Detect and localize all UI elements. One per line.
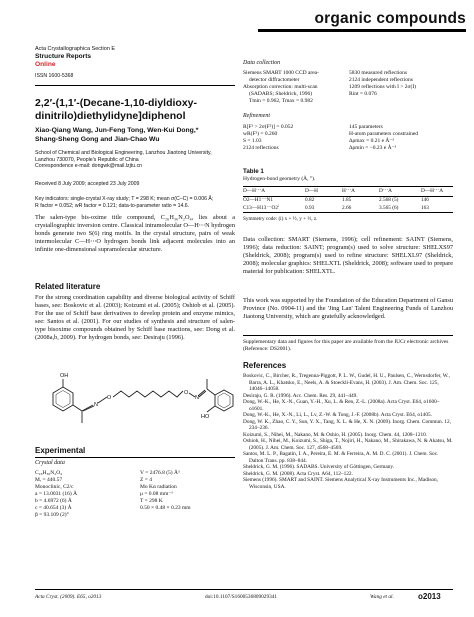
reference-item: Sheldrick, G. M. (2008). Acta Cryst. A64, 112–122. — [243, 470, 353, 477]
reference-item: Dong, W.-K., He, X.-N., Li, L., Lv, Z.-W. & Tong, J.-F. (2008b). Acta Cryst. E64, o1405. — [243, 412, 432, 418]
reference-item: Boskovic, C., Bircher, R., Tregenna-Piggott, P. L. W., Gudel, H. U., Paulsen, C., Wernsdorfer, W., Barra, A. L., Khatsko, E., Neels, A. & Stoeckli-Evans, H. (2003). J. Am. Chem. Soc. 125, 14046–14058. — [243, 373, 450, 392]
collection-item: Absorption correction: multi-scan — [243, 84, 318, 90]
article-title — [35, 97, 235, 122]
left-rule — [35, 85, 235, 86]
table-cell: 2.66 — [342, 205, 352, 212]
refinement-right — [349, 124, 453, 152]
refinement-left — [243, 124, 348, 152]
collection-item: Siemens SMART 1000 CCD area- — [243, 70, 319, 76]
reference-item: Dong, W.-K., He, X.-N., Guan, Y.-H., Xu, L. & Ren, Z.-L. (2008a). Acta Cryst. E64, o1600–o1601. — [243, 399, 440, 412]
crystal-data-item: Mo Kα radiation — [140, 484, 177, 490]
experimental-rule — [35, 457, 235, 458]
supplementary-note: Supplementary data and figures for this paper are available from the IUCr electronic archives (Reference: DS2001). — [243, 339, 449, 352]
report-type: Structure Reports — [35, 53, 92, 60]
crystal-data-heading: Crystal data — [35, 460, 65, 466]
hbond-table-grid — [243, 186, 453, 213]
atom-label-oh-left: OH — [60, 373, 69, 379]
refinement-item: 145 parameters — [349, 124, 383, 130]
collection-item: Rint = 0.076 — [349, 91, 377, 97]
table-caption: Hydrogen-bond geometry (Å, °). — [243, 176, 316, 182]
table-cell: 163 — [421, 205, 429, 212]
reference-item: Oshiob, H., Nihei, M., Koizumi, S., Shiga, T., Nojiri, H., Nakano, M., Shirakawa, N. & Akatsu, M. (2005). J. Am. Chem. Soc. 127, 4568–4569. — [243, 438, 453, 451]
table-cell: 0.93 — [305, 205, 315, 212]
related-literature-text: For the strong coordination capability and diverse biological activity of Schiff bases, see: Boskovic et al. (2003); Koizumi et al. (2005); Oshiob et al. (2005). For the use of Schiff base derivatives to develop protein and enzyme mimics, see: Santos et al. (2001). For our studies of synthesis and structure of salen-type bisoxime compounds obtained by Schiff base reactions, see: Dong et al. (2008a,b, 2009). For hydrogen bonds, see: Desiraju (1996). — [35, 294, 235, 342]
title-line: dinitrilo)diethylidyne]diphenol — [35, 109, 186, 122]
footer-rule — [35, 589, 453, 590]
supp-rule — [243, 335, 453, 336]
crystal-data-item: C₂₆H₃₆N₂O₄ — [35, 470, 63, 476]
table-header-cell: H⋯A — [342, 188, 355, 194]
table-row — [243, 196, 453, 204]
acknowledgement: This work was supported by the Foundation of the Education Department of Gansu Province (No. 0904-11) and the 'Jing Lan' Talent Engineering Funds of Lanzhou Jiaotong University, which are gratefully acknowledged. — [243, 297, 453, 321]
table-cell: 0.82 — [305, 197, 315, 204]
footer-doi[interactable]: doi:10.1107/S1600536809029341 — [205, 594, 278, 600]
author-line: Xiao-Qiang Wang, Jun-Feng Tong, Wen-Kui Dong,* — [35, 127, 199, 134]
table-cell: 3.565 (6) — [379, 205, 399, 212]
atom-label-n-right: N — [195, 395, 199, 401]
key-indicators — [35, 196, 235, 209]
reference-item: Desiraju, G. R. (1996). Acc. Chem. Res. 29, 441–449. — [243, 392, 358, 399]
affiliation-line: School of Chemical and Biological Engineering, Lanzhou Jiaotong University, — [35, 150, 212, 156]
table-cell: 2.568 (5) — [379, 197, 399, 204]
refinement-item: Δρmax = 0.21 e Å⁻³ — [349, 138, 394, 144]
crystal-data-item: Z = 4 — [140, 477, 152, 483]
collection-item: 5830 measured reflections — [349, 70, 408, 76]
atom-label-o-left: O — [107, 395, 112, 401]
symmetry-code: Symmetry code: (i) x + ½, y + ½, z. — [243, 216, 318, 222]
data-collection-left — [243, 70, 353, 105]
author-line: Shang-Sheng Gong and Jian-Chao Wu — [35, 135, 160, 143]
table-header-cell: D⋯A — [379, 188, 392, 194]
collection-item: detector diffractometer — [249, 77, 300, 83]
refinement-item: Δρmin = −0.23 e Å⁻³ — [349, 145, 397, 151]
data-collection-heading: Data collection — [243, 60, 281, 66]
reference-item: Siemens (1996). SMART and SAINT. Siemens Analytical X-ray Instruments Inc., Madison, Wisconsin, USA. — [243, 477, 439, 490]
crystal-data-item: a = 13.0031 (16) Å — [35, 491, 78, 497]
abstract: The salen-type bis-oxime title compound, C₂₆H₃₆N₂O₄, lies about a crystallographic inversion centre. Classical intramolecular O—H⋯N hydrogen bonds generate two S(6) ring motifs. In the crystal structure, pairs of weak intermolecular C—H⋯O hydrogen bonds link adjacent molecules into an infinite one-dimensional supramolecular structure. — [35, 214, 235, 254]
atom-label-n-left: N — [94, 402, 98, 408]
table-header-cell: D—H⋯A — [243, 188, 266, 194]
table-header-cell: D—H — [305, 188, 318, 194]
atom-label-ho-right: HO — [201, 414, 210, 420]
references-heading: References — [243, 361, 287, 370]
reference-item: Koizumi, S., Nihei, M., Nakano, M. & Oshio, H. (2005). Inorg. Chem. 44, 1208–1210. — [243, 431, 428, 438]
reference-item: Santos, M. L. P., Bagatin, I. A., Pereira, E. M. & Ferreira, A. M. D. C. (2001). J. Chem. Soc. Dalton Trans. pp. 838–844. — [243, 451, 439, 464]
collection-item: 1209 reflections with I > 2σ(I) — [349, 84, 417, 90]
issn: ISSN 1600-5368 — [35, 73, 74, 79]
refinement-item: wR(F²) = 0.260 — [243, 131, 278, 137]
crystal-data-item: V = 2476.8 (5) Å³ — [140, 470, 180, 476]
table-row — [243, 205, 453, 213]
footer-authors: Wang et al. — [370, 594, 394, 600]
crystal-data-item: Mᵣ = 440.57 — [35, 477, 63, 483]
crystal-data-item: μ = 0.08 mm⁻¹ — [140, 491, 173, 497]
hbond-table — [243, 186, 453, 213]
reference-list — [243, 373, 453, 490]
journal-name: Acta Crystallographica Section E — [35, 46, 116, 52]
crystal-data-item: b = 4.6972 (6) Å — [35, 498, 72, 504]
data-collection-right — [349, 70, 453, 98]
collection-item: (SADABS; Sheldrick, 1996) — [249, 91, 313, 97]
related-literature-heading: Related literature — [35, 282, 101, 291]
affiliation — [35, 150, 235, 170]
refinement-item: S = 1.03 — [243, 138, 262, 144]
crystal-data-item: c = 40.654 (3) Å — [35, 505, 72, 511]
collection-item: Tmin = 0.962, Tmax = 0.982 — [249, 98, 313, 104]
crystal-data-right — [140, 470, 235, 512]
affiliation-line: Lanzhou 730070, People's Republic of China — [35, 156, 139, 163]
correspondence-email[interactable]: Correspondence e-mail: dongwk@mail.lzjtu.cn — [35, 163, 143, 170]
table-cell: 146 — [421, 197, 429, 204]
refinement-heading: Refinement — [243, 113, 270, 119]
collection-item: 2124 independent reflections — [349, 77, 413, 83]
crystal-data-item: 0.50 × 0.48 × 0.23 mm — [140, 505, 191, 511]
programs-paragraph: Data collection: SMART (Siemens, 1996); cell refinement: SAINT (Siemens, 1996); data reduction: SAINT; program(s) used to solve structure: SHELXS97 (Sheldrick, 2008); program(s) used to refine structure: SHELXL97 (Sheldrick, 2008); molecular graphics: SHELXTL (Sheldrick, 2008); software used to prepare material for publication: SHELXTL. — [243, 236, 453, 276]
header-rule — [258, 29, 466, 32]
footer-citation: Acta Cryst. (2009). E65, o2013 — [35, 594, 102, 600]
key-indicator-line: R factor = 0.052; wR factor = 0.121; data-to-parameter ratio = 14.6. — [35, 202, 190, 209]
atom-label-o-right: O — [184, 390, 189, 396]
author-list — [35, 127, 235, 144]
table-cell: 1.85 — [342, 197, 352, 204]
table-title: Table 1 — [243, 168, 264, 175]
crystal-data-left — [35, 470, 135, 519]
received-dates: Received 8 July 2009; accepted 23 July 2009 — [35, 181, 140, 187]
refinement-item: H-atom parameters constrained — [349, 131, 419, 137]
refinement-item: R[F² > 2σ(F²)] = 0.052 — [243, 124, 294, 130]
chemical-structure-diagram — [35, 367, 235, 435]
table-header-cell: D—H⋯A — [421, 188, 444, 194]
reference-item: Dong, W. K., Zhao, C. Y., Sun, Y. X., Tang, X. L. & He, X. N. (2009). Inorg. Chem. Commun. 12, 234–236. — [243, 418, 451, 431]
page-number: o2013 — [418, 592, 441, 601]
table-header-row — [243, 187, 453, 197]
key-indicator-line: Key indicators: single-crystal X-ray study; T = 298 K; mean σ(C–C) = 0.006 Å; — [35, 196, 214, 202]
title-line: 2,2′-(1,1′-(Decane-1,10-diyldioxy- — [35, 97, 198, 109]
crystal-data-item: β = 93.109 (2)° — [35, 512, 69, 518]
experimental-heading: Experimental — [35, 446, 86, 455]
online-label: Online — [35, 61, 56, 68]
reference-item: Sheldrick, G. M. (1996). SADABS. University of Göttingen, Germany. — [243, 464, 395, 470]
section-title: organic compounds — [314, 10, 466, 27]
table-cell: C13—H13⋯O2ⁱ — [243, 205, 279, 212]
crystal-data-item: Monoclinic, C2/c — [35, 484, 74, 490]
table-cell: O2—H1⋯N1 — [243, 197, 274, 204]
refinement-item: 2124 reflections — [243, 145, 279, 151]
crystal-data-item: T = 298 K — [140, 498, 163, 504]
